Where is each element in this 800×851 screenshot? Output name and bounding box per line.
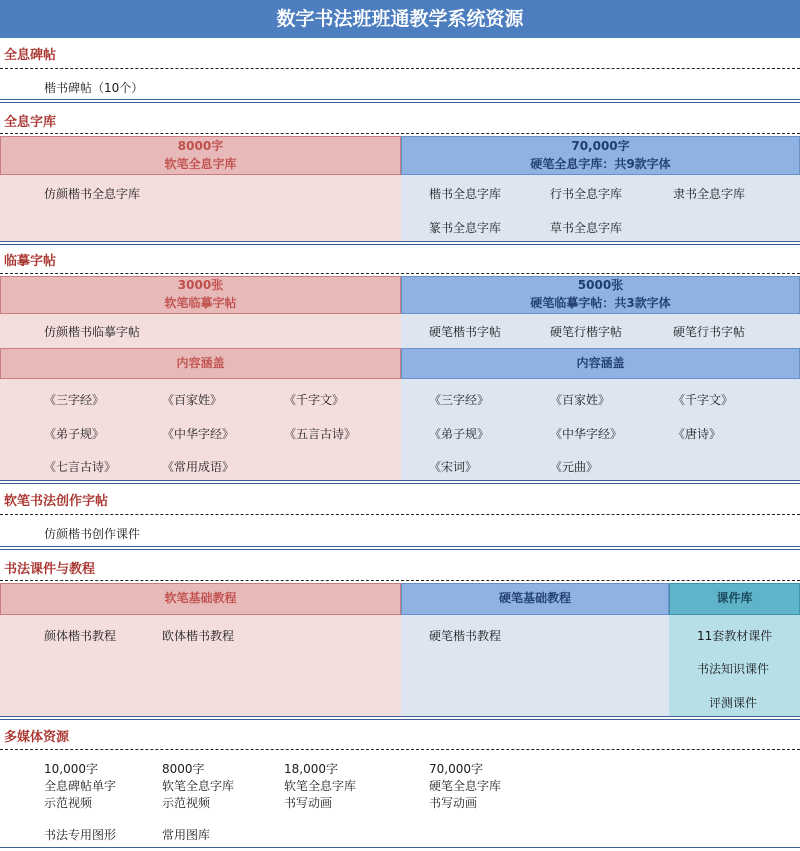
page-title: 数字书法班班通教学系统资源	[0, 0, 800, 38]
list-item[interactable]: 《元曲》	[550, 460, 599, 474]
list-item[interactable]: 《常用成语》	[162, 460, 235, 474]
list-item[interactable]: 隶书全息字库	[673, 187, 746, 201]
section-separator	[0, 241, 800, 245]
list-item[interactable]: 常用图库	[162, 828, 211, 842]
section-title-copybooks: 临摹字帖	[4, 254, 57, 269]
dashed-divider	[0, 580, 800, 581]
soft-copybook-count: 3000张	[177, 278, 224, 292]
list-item[interactable]: 《千字文》	[673, 393, 734, 407]
section-title-creation-copybooks: 软笔书法创作字帖	[4, 494, 109, 509]
list-item[interactable]: 颜体楷书教程	[44, 629, 117, 643]
section-separator	[0, 716, 800, 720]
list-item[interactable]: 仿颜楷书创作课件	[44, 527, 141, 541]
list-item[interactable]: 书法知识课件	[697, 662, 770, 676]
dashed-divider	[0, 68, 800, 69]
list-item[interactable]: 篆书全息字库	[429, 221, 502, 235]
soft-tutorial-label: 软笔基础教程	[164, 591, 237, 605]
list-item[interactable]: 《七言古诗》	[44, 460, 117, 474]
dashed-divider	[0, 749, 800, 750]
section-separator	[0, 480, 800, 484]
list-item[interactable]: 软笔全息字库	[162, 779, 235, 793]
list-item[interactable]: 《唐诗》	[673, 427, 722, 441]
list-item[interactable]: 欧体楷书教程	[162, 629, 235, 643]
section-separator	[0, 546, 800, 550]
list-item[interactable]: 全息碑帖单字	[44, 779, 117, 793]
list-item[interactable]: 《百家姓》	[162, 393, 223, 407]
list-item[interactable]: 70,000字	[429, 762, 483, 776]
list-item[interactable]: 11套教材课件	[697, 629, 773, 643]
hard-copybook-label: 硬笔临摹字帖：共3款字体	[530, 296, 671, 310]
list-item[interactable]: 《中华字经》	[550, 427, 623, 441]
hard-copybook-count: 5000张	[577, 278, 624, 292]
list-item[interactable]: 硬笔行楷字帖	[550, 325, 623, 339]
section-separator	[0, 99, 800, 103]
list-item[interactable]: 硬笔楷书教程	[429, 629, 502, 643]
list-item[interactable]: 示范视频	[162, 796, 211, 810]
hard-tutorial-label: 硬笔基础教程	[498, 591, 571, 605]
list-item[interactable]: 评测课件	[709, 696, 758, 710]
courseware-library-label: 课件库	[716, 591, 753, 605]
list-item[interactable]: 仿颜楷书临摹字帖	[44, 325, 141, 339]
list-item[interactable]: 《三字经》	[44, 393, 105, 407]
list-item[interactable]: 楷书全息字库	[429, 187, 502, 201]
list-item[interactable]: 8000字	[162, 762, 205, 776]
section-title-multimedia: 多媒体资源	[4, 730, 70, 745]
list-item[interactable]: 示范视频	[44, 796, 93, 810]
list-item[interactable]: 《中华字经》	[162, 427, 235, 441]
list-item[interactable]: 软笔全息字库	[284, 779, 357, 793]
bottom-border	[0, 847, 800, 848]
list-item[interactable]: 《百家姓》	[550, 393, 611, 407]
list-item[interactable]: 《千字文》	[284, 393, 345, 407]
list-item[interactable]: 10,000字	[44, 762, 98, 776]
list-item[interactable]: 《五言古诗》	[284, 427, 357, 441]
soft-coverage-label: 内容涵盖	[176, 356, 225, 370]
dashed-divider	[0, 273, 800, 274]
dashed-divider	[0, 514, 800, 515]
list-item[interactable]: 书写动画	[284, 796, 333, 810]
soft-copybook-label: 软笔临摹字帖	[164, 296, 237, 310]
list-item[interactable]: 硬笔行书字帖	[673, 325, 746, 339]
list-item[interactable]: 18,000字	[284, 762, 338, 776]
section-title-courseware: 书法课件与教程	[4, 562, 96, 577]
list-item[interactable]: 书法专用图形	[44, 828, 117, 842]
list-item[interactable]: 《三字经》	[429, 393, 490, 407]
section-title-holographic-fonts: 全息字库	[4, 115, 57, 130]
list-item[interactable]: 《弟子规》	[44, 427, 105, 441]
section-title-holographic-steles: 全息碑帖	[4, 48, 57, 63]
list-item[interactable]: 硬笔楷书字帖	[429, 325, 502, 339]
list-item[interactable]: 《宋词》	[429, 460, 478, 474]
hard-coverage-label: 内容涵盖	[576, 356, 625, 370]
list-item[interactable]: 《弟子规》	[429, 427, 490, 441]
list-item[interactable]: 行书全息字库	[550, 187, 623, 201]
list-item[interactable]: 仿颜楷书全息字库	[44, 187, 141, 201]
dashed-divider	[0, 133, 800, 134]
list-item[interactable]: 书写动画	[429, 796, 478, 810]
list-item[interactable]: 硬笔全息字库	[429, 779, 502, 793]
soft-font-count: 8000字	[177, 139, 224, 153]
list-item[interactable]: 楷书碑帖（10个）	[44, 81, 144, 95]
hard-font-count: 70,000字	[571, 139, 630, 153]
soft-font-label: 软笔全息字库	[164, 157, 237, 171]
hard-font-label: 硬笔全息字库：共9款字体	[530, 157, 671, 171]
list-item[interactable]: 草书全息字库	[550, 221, 623, 235]
